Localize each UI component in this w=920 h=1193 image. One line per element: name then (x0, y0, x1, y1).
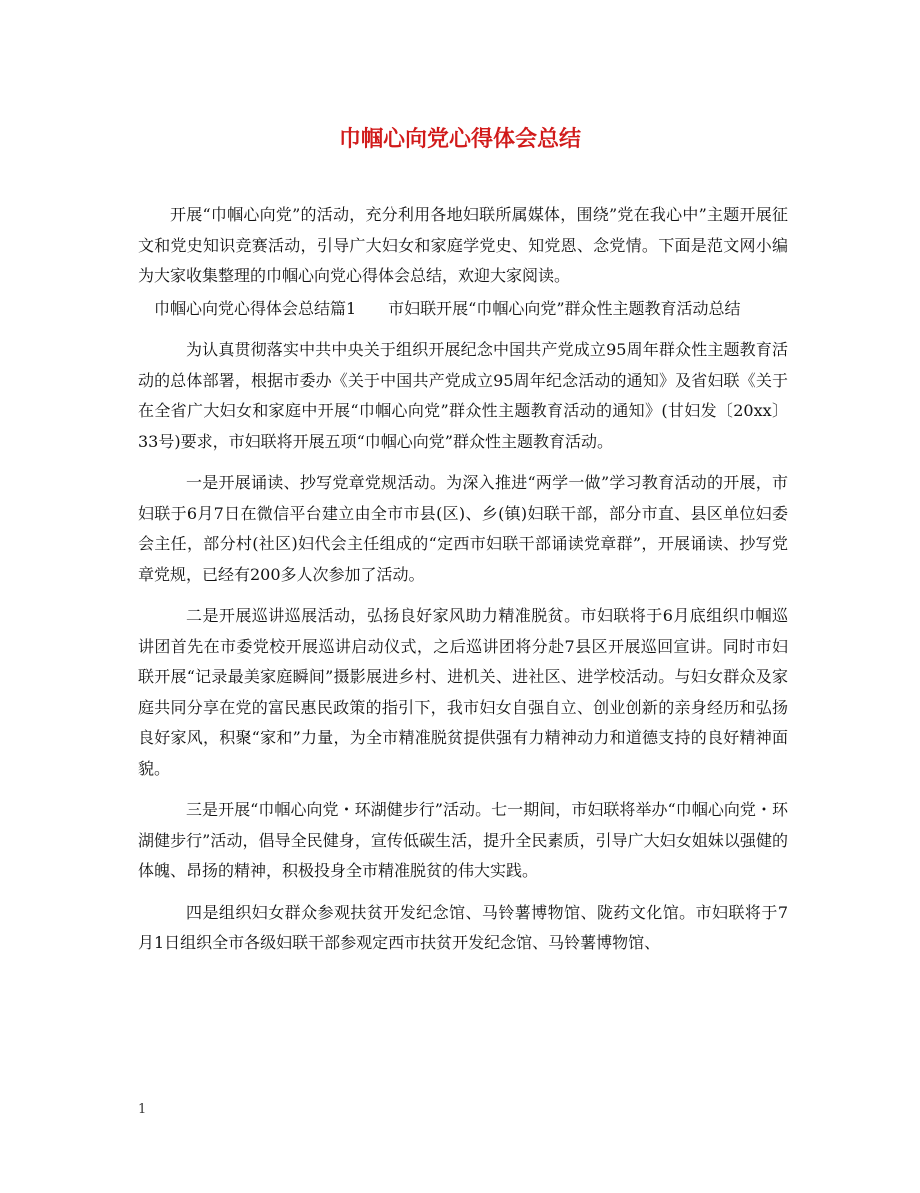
body-paragraph: 三是开展“巾帼心向党・环湖健步行”活动。七一期间，市妇联将举办“巾帼心向党・环湖健步行”活动，倡导全民健身，宣传低碳生活，提升全民素质，引导广大妇女姐妹以强健的体魄、昂扬的精神，积极投身全市精准脱贫的伟大实践。 (138, 800, 788, 880)
section-heading: 巾帼心向党心得体会总结篇1 市妇联开展“巾帼心向党”群众性主题教育活动总结 (154, 298, 741, 318)
intro-paragraph: 开展“巾帼心向党”的活动，充分利用各地妇联所属媒体，围绕”党在我心中”主题开展征文和党史知识竞赛活动，引导广大妇女和家庭学党史、知党恩、念党情。下面是范文网小编为大家收集整理的巾帼心向党心得体会总结，欢迎大家阅读。 (138, 205, 788, 285)
page-number: 1 (138, 1102, 147, 1117)
body-paragraph: 二是开展巡讲巡展活动，弘扬良好家风助力精准脱贫。市妇联将于6月底组织巾帼巡讲团首先在市委党校开展巡讲启动仪式，之后巡讲团将分赴7县区开展巡回宣讲。同时市妇联开展“记录最美家庭瞬间”摄影展进乡村、进机关、进社区、进学校活动。与妇女群众及家庭共同分享在党的富民惠民政策的指引下，我市妇女自强自立、创业创新的亲身经历和弘扬良好家风，积聚“家和”力量，为全市精准脱贫提供强有力精神动力和道德支持的良好精神面貌。 (138, 606, 788, 778)
document-title: 巾帼心向党心得体会总结 (338, 126, 581, 152)
document-body (138, 200, 788, 959)
body-paragraph: 四是组织妇女群众参观扶贫开发纪念馆、马铃薯博物馆、陇药文化馆。市妇联将于7月1日组织全市各级妇联干部参观定西市扶贫开发纪念馆、马铃薯博物馆、 (138, 902, 788, 952)
body-paragraph: 为认真贯彻落实中共中央关于组织开展纪念中国共产党成立95周年群众性主题教育活动的总体部署，根据市委办《关于中国共产党成立95周年纪念活动的通知》及省妇联《关于在全省广大妇女和家庭中开展“巾帼心向党”群众性主题教育活动的通知》(甘妇发〔20xx〕33号)要求，市妇联将开展五项“巾帼心向党”群众性主题教育活动。 (138, 340, 788, 451)
body-paragraph: 一是开展诵读、抄写党章党规活动。为深入推进“两学一做”学习教育活动的开展，市妇联于6月7日在微信平台建立由全市市县(区)、乡(镇)妇联干部，部分市直、县区单位妇委会主任，部分村(社区)妇代会主任组成的“定西市妇联干部诵读党章群”，开展诵读、抄写党章党规，已经有200多人次参加了活动。 (138, 473, 788, 584)
